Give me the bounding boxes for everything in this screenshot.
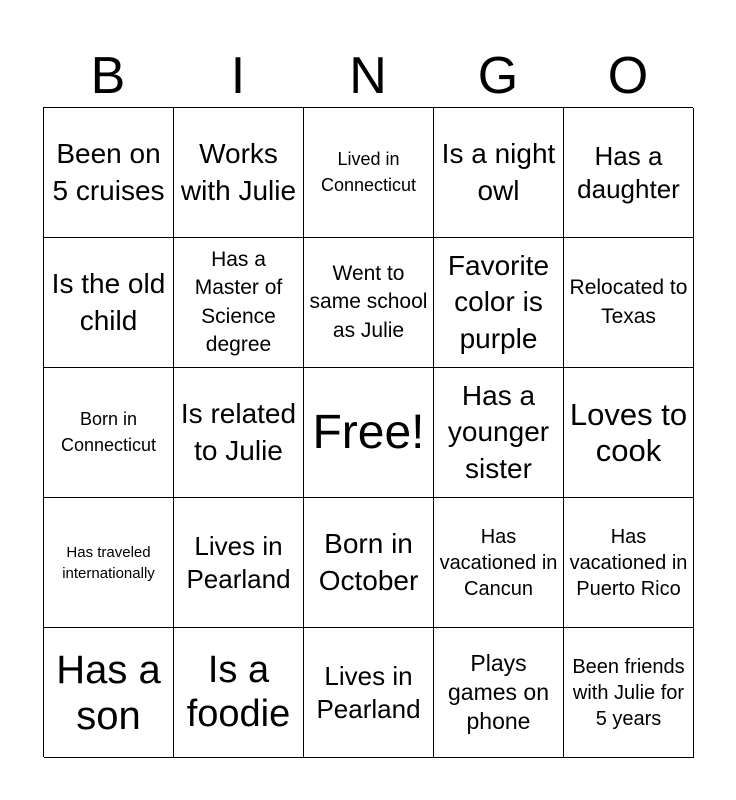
bingo-cell-r5c5[interactable] (564, 628, 694, 758)
cell-text: Has traveled internationally (62, 543, 155, 582)
bingo-cell-r4c1[interactable] (44, 498, 174, 628)
bingo-cell-r3c2[interactable] (174, 368, 304, 498)
bingo-cell-r4c4[interactable] (434, 498, 564, 628)
cell-text: Is the old child (51, 268, 166, 336)
cell-text: Born in October (318, 528, 419, 596)
cell-text: Has vacationed in Puerto Rico (569, 525, 688, 600)
bingo-cell-r2c1[interactable] (44, 238, 174, 368)
header-letter-o: O (607, 47, 649, 105)
cell-text: Is a foodie (186, 648, 291, 735)
bingo-cell-r4c3[interactable] (304, 498, 434, 628)
cell-text: Went to same school as Julie (309, 261, 428, 342)
cell-text: Has a son (56, 647, 161, 738)
cell-text: Been on 5 cruises (52, 138, 165, 206)
header-letter-g: G (477, 47, 519, 105)
bingo-cell-r1c1[interactable] (44, 108, 174, 238)
bingo-cell-r5c2[interactable] (174, 628, 304, 758)
cell-text: Lives in Pearland (316, 661, 421, 724)
bingo-cell-r5c1[interactable] (44, 628, 174, 758)
bingo-cell-r2c5[interactable] (564, 238, 694, 368)
cell-text: Plays games on phone (447, 650, 549, 734)
bingo-cell-r1c5[interactable] (564, 108, 694, 238)
bingo-cell-r1c4[interactable] (434, 108, 564, 238)
cell-text: Lived in Connecticut (320, 149, 417, 195)
bingo-cell-r5c4[interactable] (434, 628, 564, 758)
bingo-cell-r3c4[interactable] (434, 368, 564, 498)
cell-text: Relocated to Texas (569, 276, 688, 328)
cell-text: Is related to Julie (180, 398, 297, 466)
header-letter-n: N (349, 47, 387, 105)
header-letter-i: I (230, 47, 246, 105)
free-space-text: Free! (312, 405, 425, 459)
cell-text: Been friends with Julie for 5 years (572, 655, 685, 730)
bingo-cell-r2c3[interactable] (304, 238, 434, 368)
cell-text: Has a Master of Science degree (194, 247, 283, 356)
cell-text: Works with Julie (180, 138, 297, 206)
header-letter-b: B (90, 47, 126, 105)
cell-text: Loves to cook (569, 396, 688, 468)
bingo-cell-r4c5[interactable] (564, 498, 694, 628)
bingo-cell-r5c3[interactable] (304, 628, 434, 758)
cell-text: Has a younger sister (447, 379, 550, 484)
cell-text: Is a night owl (441, 138, 556, 206)
bingo-cell-r2c4[interactable] (434, 238, 564, 368)
bingo-cell-r1c2[interactable] (174, 108, 304, 238)
cell-text: Lives in Pearland (186, 531, 291, 594)
cell-text: Has vacationed in Cancun (439, 525, 558, 600)
cell-text: Has a daughter (577, 141, 680, 204)
bingo-header (43, 45, 693, 107)
cell-text: Born in Connecticut (60, 409, 157, 455)
bingo-cell-r2c2[interactable] (174, 238, 304, 368)
bingo-cell-free[interactable] (304, 368, 434, 498)
bingo-cell-r3c1[interactable] (44, 368, 174, 498)
bingo-cell-r1c3[interactable] (304, 108, 434, 238)
bingo-cell-r3c5[interactable] (564, 368, 694, 498)
cell-text: Favorite color is purple (447, 249, 550, 354)
bingo-cell-r4c2[interactable] (174, 498, 304, 628)
bingo-board (43, 107, 693, 757)
